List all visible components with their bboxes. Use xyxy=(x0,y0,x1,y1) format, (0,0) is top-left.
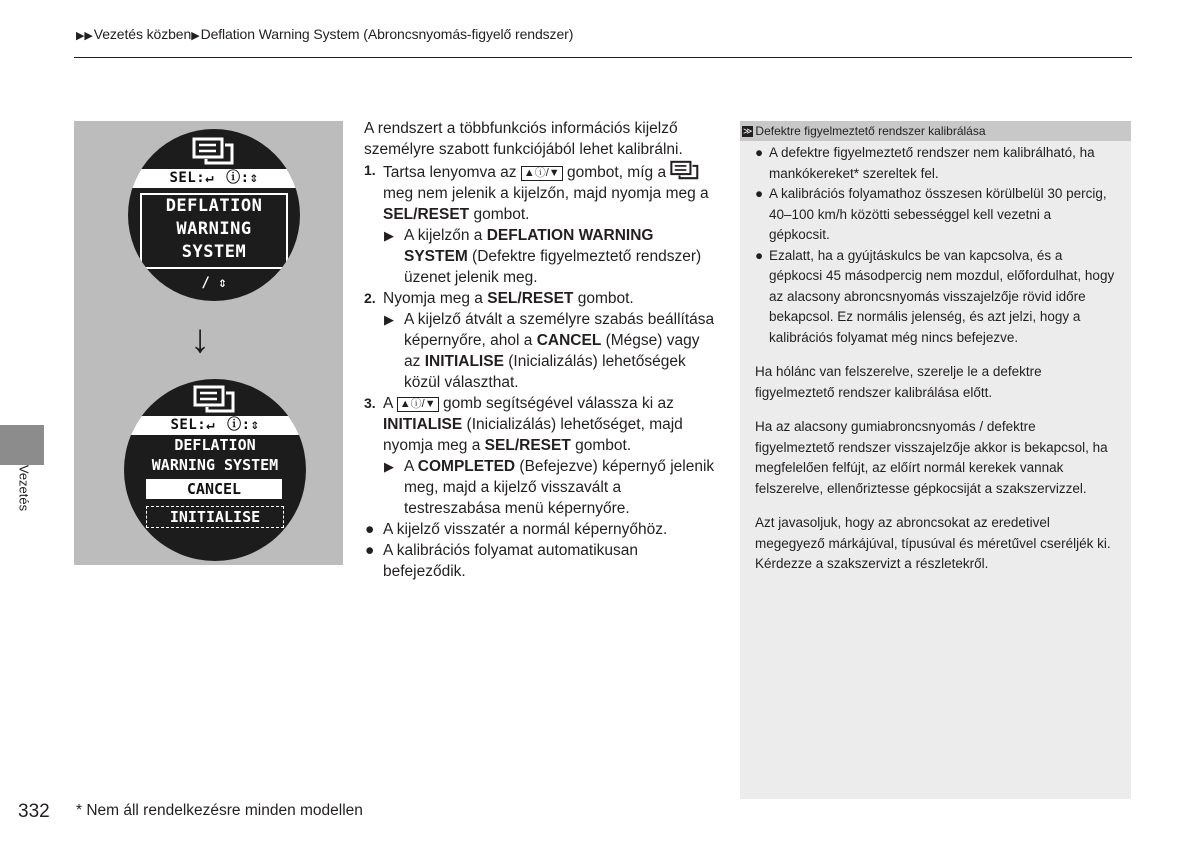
step-3 xyxy=(364,393,720,456)
list-item-text: A kalibrációs folyamathoz összesen körülbelül 30 percig, 40–100 km/h közötti sebességgel kell vezetni a gépkocsit. xyxy=(769,186,1107,242)
breadcrumb xyxy=(76,26,573,42)
bullet-icon: ● xyxy=(755,247,764,263)
step-text: (Defektre figyelmeztető rendszer) üzenet jelenik meg. xyxy=(404,248,702,286)
down-arrow-icon: ↓ xyxy=(190,317,210,361)
sidebar-paragraph: Ha az alacsony gumiabroncsnyomás / defektre figyelmeztető rendszer visszajelzője akkor is bekapcsol, ha megfelelően felfújt, az előírt normál kerekek vannak felszerelve, ellenőriztesse gépkocsiját a szakszervizzel. xyxy=(755,419,1108,496)
step-bold: SEL/RESET xyxy=(487,290,574,307)
step-text: A kijelzőn a xyxy=(404,227,483,244)
step-number: 1. xyxy=(364,162,376,178)
step-1 xyxy=(364,160,720,225)
breadcrumb-item[interactable]: Deflation Warning System (Abroncsnyomás-figyelő rendszer) xyxy=(200,26,574,42)
step-bold: INITIALISE xyxy=(424,353,504,370)
step-text: Tartsa lenyomva az xyxy=(383,164,517,181)
sel-bar xyxy=(128,169,300,188)
list-item xyxy=(364,519,720,540)
initialise-option: INITIALISE xyxy=(146,506,284,528)
step-text: A xyxy=(383,395,393,412)
step-bold: INITIALISE xyxy=(383,416,463,433)
display-screen xyxy=(124,379,306,561)
list-item xyxy=(755,246,1115,349)
sidebar-paragraph: Azt javasoljuk, hogy az abroncsokat az eredetivel megegyező márkájúval, típusúval és méretűvel cseréljék ki. Kérdezze a szakszervizt a részletekről. xyxy=(755,515,1111,571)
step-text: (Inicializálás) lehetőségek közül választhat. xyxy=(404,353,686,391)
footnote: * Nem áll rendelkezésre minden modellen xyxy=(76,802,363,819)
step-bold: DEFLATION WARNING SYSTEM xyxy=(404,227,654,265)
sidebar-title: Defektre figyelmeztető rendszer kalibrálása xyxy=(755,124,986,138)
step-1-result xyxy=(364,225,720,288)
enter-icon: ↵ xyxy=(206,417,216,433)
list-item-text: Ezalatt, ha a gyújtáskulcs be van kapcsolva, és a gépkocsi 45 másodpercig nem mozdul, előfordulhat, hogy az alacsony abroncsnyomás visszajelzője rövid időre bekapcsol. Ez normális jelenség, és azt jelzi, hogy a kalibrációs folyamat még nincs befejezve. xyxy=(769,247,1115,345)
instructions xyxy=(364,118,720,582)
step-text: A xyxy=(404,458,414,475)
step-text: gomb segítségével válassza ki az xyxy=(442,395,674,412)
screen-footer: / ⇕ xyxy=(201,275,227,291)
breadcrumb-item[interactable]: Vezetés közben xyxy=(93,26,192,42)
info-icon: ⓘ: xyxy=(226,170,250,186)
display-line: SYSTEM xyxy=(181,242,247,262)
step-2 xyxy=(364,288,720,309)
customize-menu-icon xyxy=(192,137,236,165)
notes-sidebar xyxy=(740,121,1131,799)
step-2-result xyxy=(364,309,720,393)
step-text: meg nem jelenik a kijelzőn, majd nyomja meg a xyxy=(383,185,709,202)
bullet-icon: ● xyxy=(365,542,375,559)
display-line: DEFLATION xyxy=(174,436,256,454)
list-item-text: A defektre figyelmeztető rendszer nem kalibrálható, ha mankókereket* szereltek fel. xyxy=(769,145,1095,181)
step-text: gombot. xyxy=(575,437,632,454)
result-arrow-icon: ▶ xyxy=(384,459,394,474)
bullet-icon: ● xyxy=(365,521,375,538)
sidebar-paragraph: Ha hólánc van felszerelve, szerelje le a defektre figyelmeztető rendszer kalibrálása előtt. xyxy=(755,364,1042,400)
customize-menu-icon xyxy=(193,385,237,413)
display-line: WARNING xyxy=(176,219,252,239)
step-text: gombot. xyxy=(473,206,530,223)
sidebar-header xyxy=(740,121,1131,141)
step-text: A kijelző átvált a személyre szabás beállítása képernyőre, ahol a xyxy=(404,311,715,349)
step-text: (Inicializálás) lehetőséget, majd nyomja meg a xyxy=(383,416,683,454)
list-item-text: A kijelző visszatér a normál képernyőhöz. xyxy=(383,521,668,538)
sel-label: SEL: xyxy=(170,417,207,433)
sel-bar xyxy=(124,416,306,435)
up-down-icon: ⇕ xyxy=(249,170,259,186)
sidebar-list xyxy=(755,143,1115,348)
chapter-label: Vezetés xyxy=(16,464,32,512)
display-line: WARNING SYSTEM xyxy=(151,456,279,474)
display-figure xyxy=(74,121,343,565)
step-bold: COMPLETED xyxy=(417,458,516,475)
info-up-down-button-icon: ▲ⓘ/▼ xyxy=(397,397,439,412)
step-text: Nyomja meg a xyxy=(383,290,483,307)
page-number: 332 xyxy=(18,801,50,822)
step-number: 2. xyxy=(364,290,376,306)
list-item xyxy=(755,184,1115,246)
arrow-icon: ▶ xyxy=(191,30,200,42)
note-icon: ≫ xyxy=(743,126,753,136)
step-number: 3. xyxy=(364,395,376,411)
step-bold: SEL/RESET xyxy=(383,206,470,223)
double-arrow-icon: ▶▶ xyxy=(76,30,93,42)
step-text: gombot, míg a xyxy=(567,164,667,181)
step-3-result xyxy=(364,456,720,519)
header-divider xyxy=(74,57,1132,58)
bullet-icon: ● xyxy=(755,145,764,160)
step-text: gombot. xyxy=(577,290,634,307)
customize-menu-icon xyxy=(670,160,700,180)
step-text: (Mégse) vagy az xyxy=(404,332,700,370)
bullet-icon: ● xyxy=(755,186,764,201)
sel-label: SEL: xyxy=(169,170,206,186)
display-line: DEFLATION xyxy=(165,196,263,216)
message-box xyxy=(140,193,288,269)
list-item xyxy=(755,143,1115,184)
list-item-text: A kalibrációs folyamat automatikusan befejeződik. xyxy=(383,542,639,580)
info-icon: ⓘ: xyxy=(227,417,251,433)
step-text: (Befejezve) képernyő jelenik meg, majd a kijelző visszavált a testreszabása menü képernyőre. xyxy=(404,458,715,517)
up-down-icon: ⇕ xyxy=(250,417,260,433)
list-item xyxy=(364,540,720,582)
info-up-down-button-icon: ▲ⓘ/▼ xyxy=(521,166,563,181)
step-bold: CANCEL xyxy=(536,332,602,349)
result-arrow-icon: ▶ xyxy=(384,228,394,243)
sidebar-body xyxy=(740,141,1131,575)
cancel-option: CANCEL xyxy=(146,479,282,499)
intro-text: A rendszert a többfunkciós információs kijelző személyre szabott funkciójából lehet kalibrálni. xyxy=(364,120,683,158)
chapter-tab xyxy=(0,425,44,465)
result-arrow-icon: ▶ xyxy=(384,312,394,327)
step-bold: SEL/RESET xyxy=(484,437,571,454)
enter-icon: ↵ xyxy=(205,170,215,186)
display-screen xyxy=(128,129,300,301)
